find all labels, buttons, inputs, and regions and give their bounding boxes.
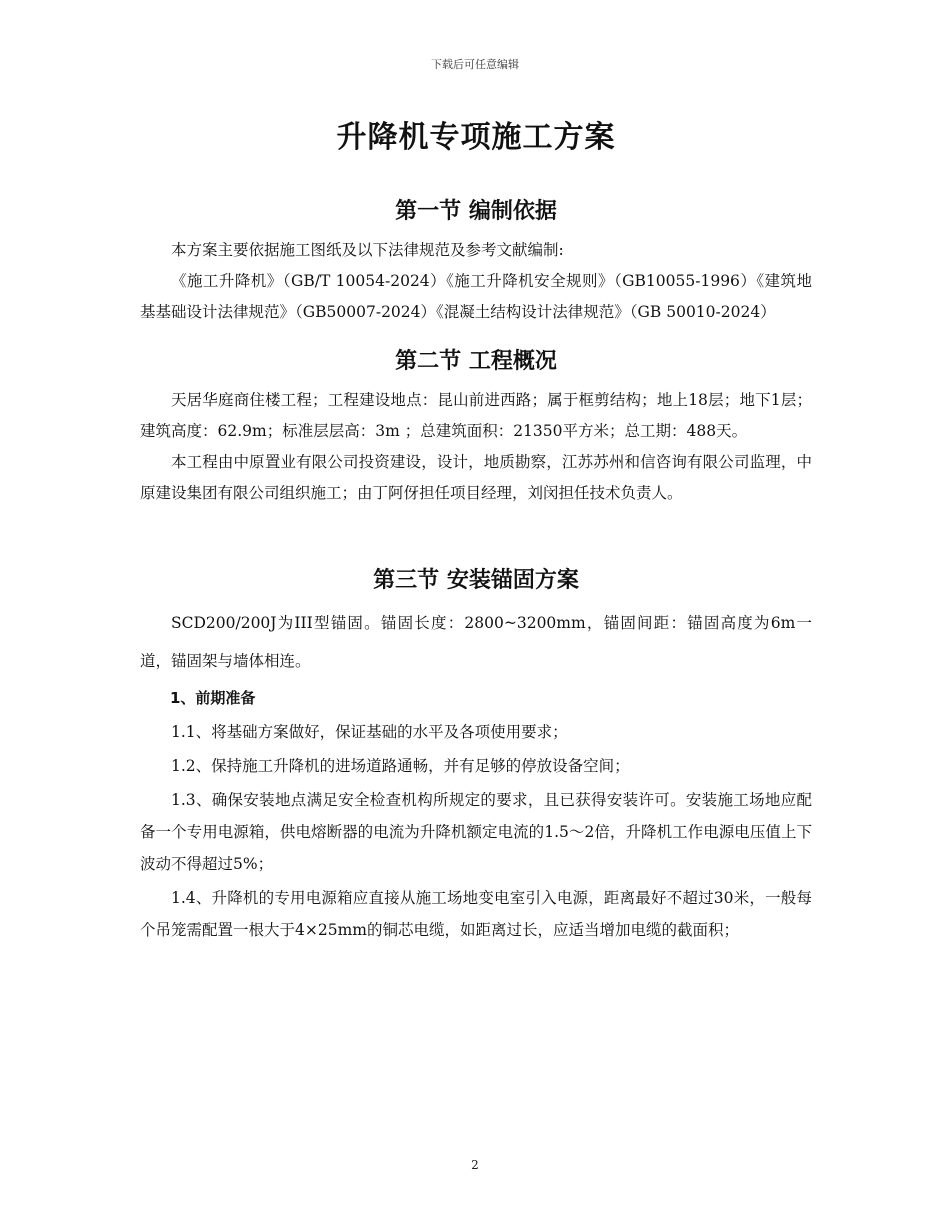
header-note: 下载后可任意编辑 [431,58,519,71]
section-1-paragraph-2: 《施工升降机》（GB/T 10054-2024）《施工升降机安全规则》（GB10055-1996）《建筑地基基础设计法律规范》（GB50007-2024）《混凝土结构设计法律规范》（GB 50010-2024） [140,272,812,321]
section-1-paragraph-1: 本方案主要依据施工图纸及以下法律规范及参考文献编制: [171,241,564,259]
section-2-paragraph-2: 本工程由中原置业有限公司投资建设，设计，地质勘察，江苏苏州和信咨询有限公司监理，中原建设集团有限公司组织施工；由丁阿伢担任项目经理，刘闵担任技术负责人。 [140,453,812,502]
section-3-subheading: 1、前期准备 [170,689,256,707]
section-2-heading: 第二节 工程概况 [395,349,557,374]
section-3-intro: SCD200/200J为III型锚固。锚固长度：2800~3200mm，锚固间距：锚固高度为6m一道，锚固架与墙体相连。 [140,614,812,670]
section-3-heading: 第三节 安装锚固方案 [373,568,579,593]
section-3-item-1: 1.1、将基础方案做好，保证基础的水平及各项使用要求； [171,723,568,741]
section-3-item-4: 1.4、升降机的专用电源箱应直接从施工场地变电室引入电源，距离最好不超过30米，一般每个吊笼需配置一根大于4×25mm的铜芯电缆，如距离过长，应适当增加电缆的截面积； [140,889,812,939]
section-3-item-2: 1.2、保持施工升降机的进场道路通畅，并有足够的停放设备空间； [171,757,630,775]
section-1-heading: 第一节 编制依据 [395,199,557,224]
document-body [140,112,812,946]
section-3-item-3: 1.3、确保安装地点满足安全检查机构所规定的要求，且已获得安装许可。安装施工场地应配备一个专用电源箱，供电熔断器的电流为升降机额定电流的1.5～2倍，升降机工作电源电压值上下波动不得超过5%； [140,791,812,873]
section-2-paragraph-1: 天居华庭商住楼工程；工程建设地点：昆山前进西路；属于框剪结构；地上18层；地下1层；建筑高度：62.9m；标准层层高：3m ；总建筑面积：21350平方米；总工期：488天。 [140,391,812,440]
document-title: 升降机专项施工方案 [336,120,616,155]
page-number: 2 [471,1158,479,1172]
